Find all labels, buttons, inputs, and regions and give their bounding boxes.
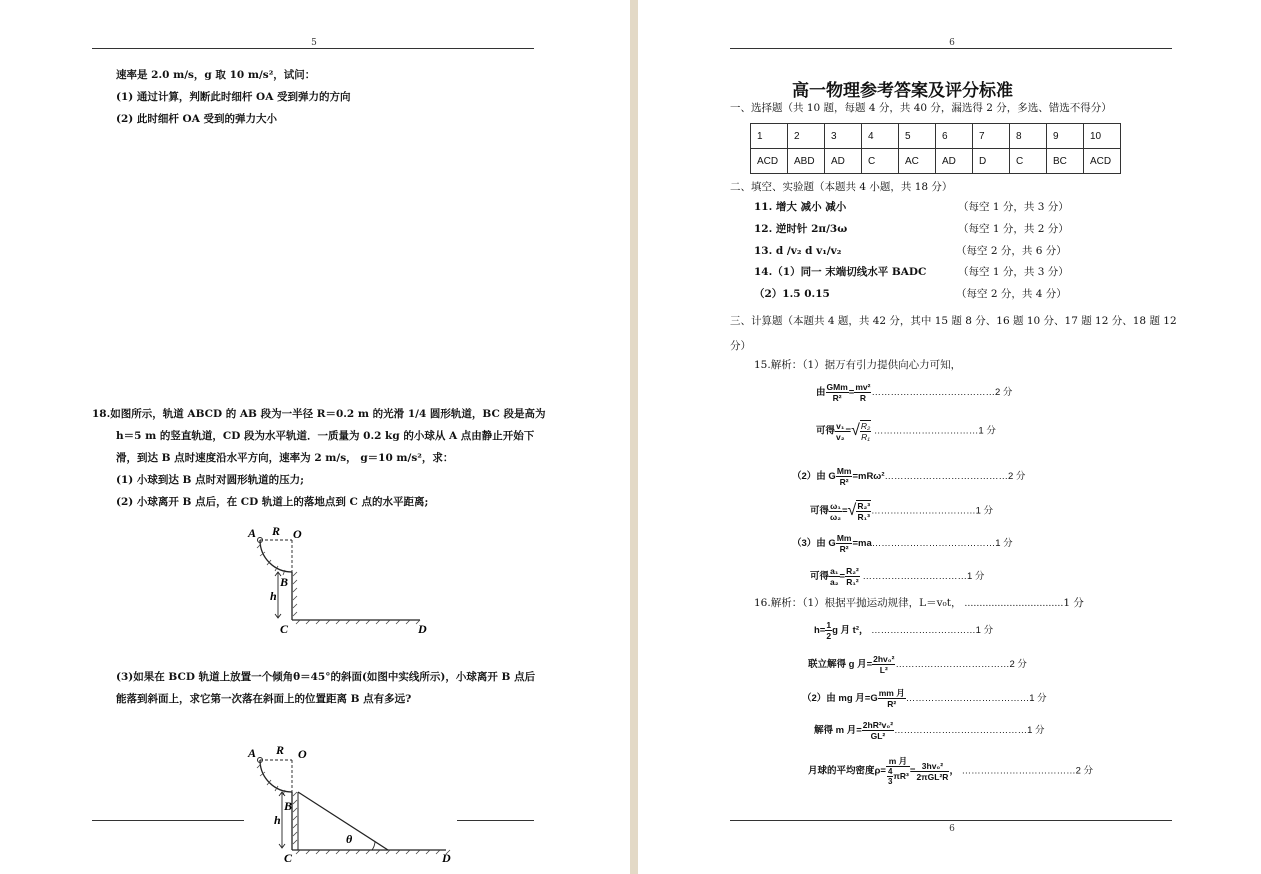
q18-line: h＝5 m 的竖直轨道，CD 段为水平轨道．一质量为 0.2 kg 的小球从 A 点由静止开始下 bbox=[116, 430, 535, 442]
denominator: R bbox=[859, 393, 866, 403]
table-cell: 5 bbox=[899, 124, 936, 149]
q17-line: 速率是 2.0 m/s，g 取 10 m/s²，试问： bbox=[116, 69, 316, 81]
formula-text: = bbox=[845, 425, 852, 437]
fraction bbox=[835, 421, 846, 442]
numerator: R₂ bbox=[860, 421, 871, 431]
formula-text: g 月 t²， bbox=[832, 625, 869, 637]
q18-item: (2) 小球离开 B 点后，在 CD 轨道上的落地点到 C 点的水平距离; bbox=[116, 496, 429, 508]
table-cell: 4 bbox=[862, 124, 899, 149]
numerator: R₂³ bbox=[857, 501, 871, 511]
label-h: h bbox=[274, 813, 281, 827]
denominator: R₁ bbox=[861, 432, 870, 442]
label-h: h bbox=[270, 589, 277, 603]
score: 1 分 bbox=[978, 425, 996, 437]
page-number: 5 bbox=[311, 38, 317, 48]
footer-rule bbox=[457, 820, 534, 821]
left-page bbox=[0, 0, 630, 874]
fraction bbox=[856, 500, 871, 522]
answer-table-answers-row bbox=[751, 149, 1121, 174]
formula-line: 可得 $\frac{\text{a₁}}{\text{a₂}}$ = $\frac{\text{R₂²}}{\text{R₁²}}$ ……………………………1 分 bbox=[810, 566, 985, 587]
table-cell: C bbox=[1010, 149, 1047, 174]
numerator: Mm bbox=[836, 466, 852, 476]
table-cell: ABD bbox=[788, 149, 825, 174]
score: 1 分 bbox=[966, 571, 985, 583]
fraction bbox=[878, 688, 906, 709]
score: 1 分 bbox=[975, 625, 994, 637]
formula-text: =ma bbox=[852, 538, 872, 550]
footer-rule bbox=[92, 820, 244, 821]
denominator: v₂ bbox=[836, 431, 845, 442]
page-number: 6 bbox=[949, 38, 955, 48]
answer-table-numbers-row bbox=[751, 124, 1121, 149]
fraction bbox=[836, 466, 853, 487]
fill-answer: 14.（1）同一 末端切线水平 BADC bbox=[754, 266, 927, 278]
numerator: mv² bbox=[855, 382, 871, 392]
fraction bbox=[886, 756, 910, 786]
formula-text: （2）由 G bbox=[792, 471, 836, 483]
fill-answer: 12. 逆时针 2π/3ω bbox=[754, 223, 848, 235]
table-cell: 6 bbox=[936, 124, 973, 149]
formula-text: = bbox=[839, 571, 846, 583]
q17-item: (2) 此时细杆 OA 受到的弹力大小 bbox=[116, 113, 278, 125]
formula-line: 解得 m 月= $\frac{\text{2hR²v₀²}}{\text{GL²}}$ ……………………………………1 分 bbox=[814, 720, 1045, 741]
label-o: O bbox=[298, 747, 307, 761]
q17-item: (1) 通过计算，判断此时细杆 OA 受到弹力的方向 bbox=[116, 91, 351, 103]
fraction bbox=[862, 720, 894, 741]
formula-text: 可得 bbox=[810, 505, 830, 517]
score: 2 分 bbox=[1075, 765, 1094, 777]
label-theta: θ bbox=[346, 832, 353, 846]
numerator: m 月 bbox=[886, 756, 910, 767]
header-rule bbox=[92, 48, 534, 49]
denominator: a₂ bbox=[830, 577, 839, 587]
numerator: 3hv₀² bbox=[915, 761, 949, 772]
table-cell: ACD bbox=[1084, 149, 1121, 174]
formula-text: = bbox=[909, 765, 916, 777]
section-heading: 三、计算题（本题共 4 题，共 42 分，其中 15 题 8 分、16 题 10 分、17 题 12 分、18 题 12 bbox=[730, 315, 1177, 327]
score: 1 分 bbox=[1029, 693, 1047, 705]
numerator: 1 bbox=[826, 620, 832, 630]
formula-text: （2）由 mg 月=G bbox=[802, 693, 878, 705]
table-cell: BC bbox=[1047, 149, 1084, 174]
section-heading: 一、选择题（共 10 题，每题 4 分，共 40 分，漏选得 2 分，多选、错选不得分） bbox=[730, 102, 1112, 114]
score: 1 分 bbox=[995, 538, 1013, 550]
denominator bbox=[886, 767, 910, 786]
numerator: Mm bbox=[836, 533, 852, 543]
numerator: ω₁ bbox=[830, 500, 841, 511]
denominator: ω₂ bbox=[830, 511, 841, 522]
fill-answer: 11. 增大 减小 减小 bbox=[754, 201, 847, 213]
formula-line: 由 $\frac{\text{GMm}}{\text{R²}}$ = $\frac{\text{mv²}}{R}$ …………………………………2 分 bbox=[816, 382, 1013, 403]
label-o: O bbox=[293, 527, 302, 541]
table-cell: AD bbox=[825, 149, 862, 174]
formula-line: 可得 $\frac{\text{ω₁}}{\text{ω₂}}$ =√ $\frac{\text{R₂³}}{\text{R₁³}}$ ……………………………1 分 bbox=[810, 500, 994, 522]
numerator: 2hR²v₀² bbox=[862, 720, 894, 730]
denominator: R₁² bbox=[846, 577, 859, 587]
fraction bbox=[845, 566, 860, 587]
label-d: D bbox=[442, 851, 451, 865]
formula-text: （3）由 G bbox=[792, 538, 836, 550]
denominator: R² bbox=[839, 477, 849, 487]
formula-text: 由 bbox=[816, 387, 826, 399]
label-c: C bbox=[280, 622, 289, 636]
fill-score: （每空 1 分，共 2 分） bbox=[958, 223, 1069, 235]
denominator: 3 bbox=[887, 777, 893, 786]
fraction bbox=[915, 761, 949, 782]
section-heading: 二、填空、实验题（本题共 4 小题，共 18 分） bbox=[730, 181, 953, 193]
header-rule bbox=[730, 48, 1172, 49]
table-cell: AD bbox=[936, 149, 973, 174]
fill-score: （每空 1 分，共 3 分） bbox=[958, 201, 1069, 213]
formula-text: 联立解得 g 月= bbox=[808, 659, 873, 671]
q18-item: 能落到斜面上，求它第一次落在斜面上的位置距离 B 点有多远? bbox=[116, 693, 412, 705]
fill-score: （每空 2 分，共 4 分） bbox=[956, 288, 1067, 300]
formula-line: 月球的平均密度ρ= m 月 $\frac{4}{3}$ πR³ = $\frac{\text{3hv₀²}}{\text{2πGL²R}}$ ， ………………………………2 分 bbox=[808, 756, 1094, 786]
label-r: R bbox=[272, 524, 281, 538]
answer-table bbox=[750, 123, 1121, 174]
formula-text: 解得 m 月= bbox=[814, 725, 862, 737]
section-heading-cont: 分） bbox=[730, 340, 751, 352]
denominator: 2πGL²R bbox=[916, 771, 949, 782]
formula-text: h= bbox=[814, 625, 826, 637]
q18-item: (1) 小球到达 B 点时对圆形轨道的压力; bbox=[116, 474, 304, 486]
label-a: A bbox=[248, 526, 257, 540]
score: 1 分 bbox=[1027, 725, 1045, 737]
fraction bbox=[860, 420, 871, 442]
denominator: GL² bbox=[870, 731, 886, 741]
formula-line: （2）由 mg 月=G $\frac{\text{mm 月}}{\text{R²}}$ …………………………………1 分 bbox=[802, 688, 1047, 709]
page-title: 高一物理参考答案及评分标准 bbox=[792, 81, 1013, 101]
score: 1 分 bbox=[1063, 597, 1084, 609]
table-cell: 3 bbox=[825, 124, 862, 149]
formula-line: （2）由 G $\frac{Mm}{\text{R²}}$ =mRω²…………………………………2 分 bbox=[792, 466, 1026, 487]
score: 2 分 bbox=[1008, 471, 1026, 483]
table-cell: 1 bbox=[751, 124, 788, 149]
fraction bbox=[836, 533, 853, 554]
fraction bbox=[872, 654, 895, 675]
table-cell: D bbox=[973, 149, 1010, 174]
label-b: B bbox=[284, 799, 293, 813]
table-cell: C bbox=[862, 149, 899, 174]
right-page bbox=[638, 0, 1261, 874]
table-cell: 7 bbox=[973, 124, 1010, 149]
q18-line: 18.如图所示，轨道 ABCD 的 AB 段为一半径 R＝0.2 m 的光滑 1/4 圆形轨道，BC 段是高为 bbox=[92, 408, 546, 420]
label-r: R bbox=[276, 743, 285, 757]
q16-heading-text: 16.解析：（1）根据平抛运动规律，L＝v₀t， bbox=[754, 597, 962, 609]
numerator: GMm bbox=[826, 382, 848, 392]
numerator: R₂² bbox=[846, 566, 859, 576]
label-c: C bbox=[284, 851, 293, 865]
label-d: D bbox=[418, 622, 427, 636]
formula-text: =mRω² bbox=[852, 471, 885, 483]
numerator: a₁ bbox=[830, 566, 839, 576]
table-cell: ACD bbox=[751, 149, 788, 174]
denominator: R² bbox=[887, 699, 897, 709]
track-figure-2 bbox=[240, 740, 460, 870]
track-figure-1 bbox=[240, 520, 440, 640]
numerator: 4 bbox=[887, 767, 893, 776]
fraction bbox=[829, 501, 842, 522]
label-a: A bbox=[248, 746, 257, 760]
fill-score: （每空 1 分，共 3 分） bbox=[958, 266, 1069, 278]
q18-item: (3)如果在 BCD 轨道上放置一个倾角θ＝45°的斜面(如图中实线所示)，小球离开 B 点后 bbox=[116, 671, 536, 683]
fraction bbox=[829, 566, 840, 587]
numerator: mm 月 bbox=[878, 688, 905, 698]
formula-text: ， bbox=[949, 765, 959, 777]
score: 2 分 bbox=[1009, 659, 1027, 671]
score: 1 分 bbox=[975, 505, 994, 517]
numerator: v₁ bbox=[836, 420, 845, 431]
formula-line: h= $\frac{1}{2}$ g 月 t²， ……………………………1 分 bbox=[814, 620, 994, 641]
table-cell: 10 bbox=[1084, 124, 1121, 149]
formula-text: 可得 bbox=[810, 571, 830, 583]
table-cell: 2 bbox=[788, 124, 825, 149]
page-number: 6 bbox=[949, 824, 955, 834]
fill-answer: 13. d /v₂ d v₁/v₂ bbox=[754, 245, 842, 257]
formula-text: = bbox=[848, 387, 855, 399]
formula-text: 可得 bbox=[816, 425, 836, 437]
fraction bbox=[826, 382, 849, 403]
label-b: B bbox=[280, 575, 289, 589]
table-cell: 8 bbox=[1010, 124, 1047, 149]
denominator: R² bbox=[832, 393, 842, 403]
table-cell: 9 bbox=[1047, 124, 1084, 149]
fill-answer: （2）1.5 0.15 bbox=[754, 288, 830, 300]
formula-text: 月球的平均密度ρ= bbox=[808, 765, 886, 777]
q15-heading: 15.解析：（1）据万有引力提供向心力可知， bbox=[754, 359, 962, 371]
q16-heading: 16.解析：（1）根据平抛运动规律，L＝v₀t， ……………………………1 分 bbox=[754, 597, 1084, 609]
fill-score: （每空 2 分，共 6 分） bbox=[956, 245, 1067, 257]
score: 2 分 bbox=[994, 387, 1013, 399]
formula-text: = bbox=[841, 505, 848, 517]
denominator: L² bbox=[879, 665, 888, 675]
numerator: 2hv₀² bbox=[873, 654, 895, 664]
formula-line: 联立解得 g 月= $\frac{\text{2hv₀²}}{\text{L²}}$ ………………………………2 分 bbox=[808, 654, 1027, 675]
denominator: R² bbox=[839, 544, 849, 554]
fraction bbox=[854, 382, 871, 403]
q18-line: 滑，到达 B 点时速度沿水平方向，速率为 2 m/s， g＝10 m/s²，求： bbox=[116, 452, 454, 464]
formula-line: （3）由 G $\frac{Mm}{\text{R²}}$ =ma…………………………………1 分 bbox=[792, 533, 1013, 554]
formula-line: 可得 $\frac{\text{v₁}}{\text{v₂}}$ =√ $\frac{\text{R₂}}{\text{R₁}}$ ……………………………1 分 bbox=[816, 420, 996, 442]
denominator: R₁³ bbox=[857, 512, 870, 522]
table-cell: AC bbox=[899, 149, 936, 174]
formula-text: πR³ bbox=[893, 770, 909, 781]
page-gutter bbox=[630, 0, 638, 874]
denominator: 2 bbox=[826, 631, 832, 641]
footer-rule bbox=[730, 820, 1172, 821]
